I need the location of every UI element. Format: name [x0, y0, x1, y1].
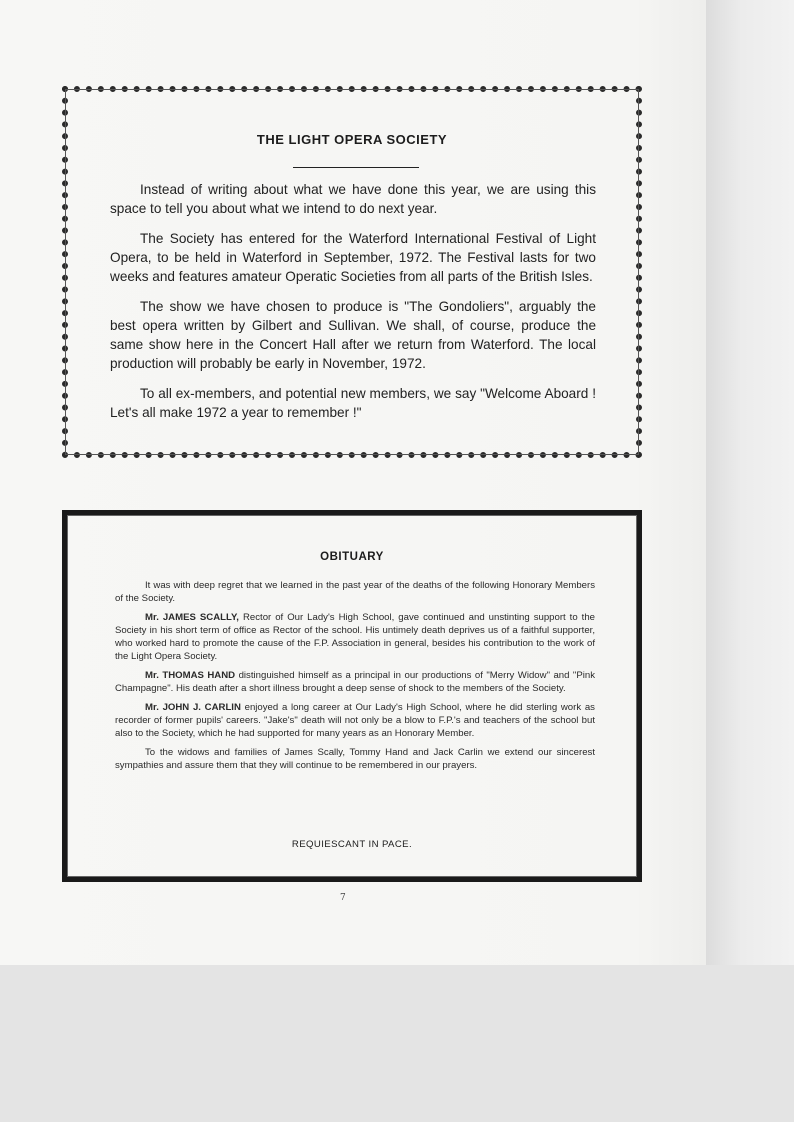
- section-body: [110, 180, 596, 433]
- member-name: Mr. THOMAS HAND: [145, 670, 236, 681]
- section-title: THE LIGHT OPERA SOCIETY: [256, 132, 448, 147]
- member-text: Rector of Our Lady's High School, gave continued and unstinting support to the Society in his short term of office as Rector of the school. His untimely death deprives us of a faithful supporter, who worked hard to promote the cause of the F.P. Association in general, besides his contribution to the work of the Light Opera Society.: [115, 612, 596, 662]
- obituary-condolence: To the widows and families of James Scally, Tommy Hand and Jack Carlin we extend our sincerest sympathies and assure them that they will continue to be remembered in our prayers.: [115, 747, 595, 771]
- obituary-intro: It was with deep regret that we learned in the past year of the deaths of the following Honorary Members of the Society.: [115, 580, 595, 604]
- paragraph: The Society has entered for the Waterford International Festival of Light Opera, to be held in Waterford in September, 1972. The Festival lasts for two weeks and features amateur Operatic Societies from all parts of the British Isles.: [110, 231, 596, 284]
- scan-background: [0, 965, 794, 1122]
- title-rule: [293, 167, 419, 168]
- member-text: enjoyed a long career at Our Lady's High School, where he did sterling work as recorder of former pupils' careers. "Jake's" death will not only be a blow to F.P.'s and teachers of the school but also to the Society, which he had supported for many years as an Honorary Member.: [115, 702, 595, 739]
- paragraph: To all ex-members, and potential new members, we say "Welcome Aboard ! Let's all make 1972 a year to remember !": [110, 386, 596, 420]
- obituary-entry: [115, 701, 595, 740]
- obituary-body: [115, 579, 595, 778]
- paragraph: Instead of writing about what we have done this year, we are using this space to tell you about what we intend to do next year.: [110, 182, 596, 216]
- member-text: distinguished himself as a principal in our productions of "Merry Widow" and "Pink Champagne". His death after a short illness brought a deep sense of shock to the members of the Society.: [115, 670, 596, 694]
- page-edge: [706, 0, 794, 1122]
- obituary-box: [62, 510, 642, 882]
- paragraph: The show we have chosen to produce is "The Gondoliers", arguably the best opera written by Gilbert and Sullivan. We shall, of course, produce the same show here in the Concert Hall after we return from Waterford. The local production will probably be early in November, 1972.: [110, 299, 596, 371]
- member-name: Mr. JOHN J. CARLIN: [145, 702, 241, 713]
- obituary-entry: [115, 611, 595, 663]
- page-number: 7: [340, 893, 346, 903]
- obituary-entry: [115, 669, 595, 695]
- light-opera-society-box: [62, 86, 642, 458]
- member-name: Mr. JAMES SCALLY,: [145, 612, 239, 623]
- obituary-closing: REQUIESCANT IN PACE.: [291, 839, 413, 850]
- obituary-title: OBITUARY: [320, 551, 384, 563]
